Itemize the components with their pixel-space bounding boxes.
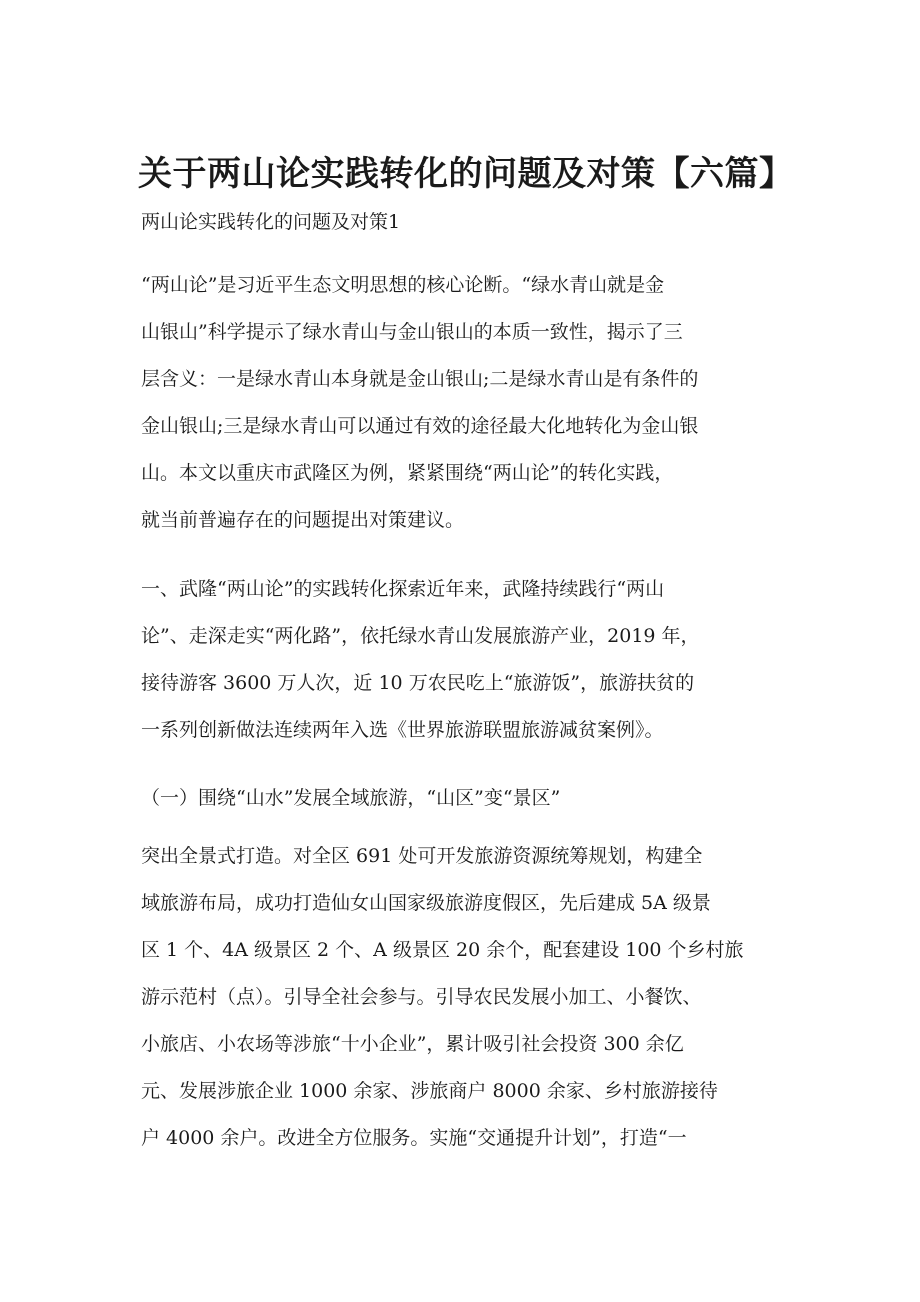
text-line: 层含义：一是绿水青山本身就是金山银山;二是绿水青山是有条件的	[141, 368, 699, 390]
document-title: 关于两山论实践转化的问题及对策【六篇】	[138, 154, 794, 194]
text-line: （一）围绕“山水”发展全域旅游，“山区”变“景区”	[141, 787, 561, 809]
text-line: 区 1 个、4A 级景区 2 个、A 级景区 20 余个，配套建设 100 个乡村旅	[141, 939, 744, 961]
text-line: 小旅店、小农场等涉旅“十小企业”，累计吸引社会投资 300 余亿	[141, 1033, 684, 1055]
text-line: “两山论”是习近平生态文明思想的核心论断。“绿水青山就是金	[141, 274, 665, 296]
paragraph-section-one	[141, 566, 821, 754]
text-line: 域旅游布局，成功打造仙女山国家级旅游度假区，先后建成 5A 级景	[141, 892, 711, 914]
text-line: 接待游客 3600 万人次，近 10 万农民吃上“旅游饭”，旅游扶贫的	[141, 672, 695, 694]
text-line: 元、发展涉旅企业 1000 余家、涉旅商户 8000 余家、乡村旅游接待	[141, 1080, 718, 1102]
text-line: 游示范村（点）。引导全社会参与。引导农民发展小加工、小餐饮、	[141, 986, 702, 1008]
section-heading	[141, 775, 821, 822]
paragraph-tourism	[141, 833, 821, 1162]
text-line: 一、武隆“两山论”的实践转化探索近年来，武隆持续践行“两山	[141, 578, 665, 600]
text-line: 户 4000 余户。改进全方位服务。实施“交通提升计划”，打造“一	[141, 1127, 687, 1149]
text-line: 山银山”科学提示了绿水青山与金山银山的本质一致性，揭示了三	[141, 321, 683, 343]
text-line: 就当前普遍存在的问题提出对策建议。	[141, 509, 465, 531]
text-line: 金山银山;三是绿水青山可以通过有效的途径最大化地转化为金山银	[141, 415, 699, 437]
document-subtitle: 两山论实践转化的问题及对策1	[141, 211, 401, 233]
text-line: 山。本文以重庆市武隆区为例，紧紧围绕“两山论”的转化实践，	[141, 462, 674, 484]
text-line: 一系列创新做法连续两年入选《世界旅游联盟旅游减贫案例》。	[141, 719, 664, 741]
paragraph-intro	[141, 262, 821, 544]
text-line: 论”、走深走实“两化路”，依托绿水青山发展旅游产业，2019 年，	[141, 625, 700, 647]
text-line: 突出全景式打造。对全区 691 处可开发旅游资源统筹规划，构建全	[141, 845, 703, 867]
